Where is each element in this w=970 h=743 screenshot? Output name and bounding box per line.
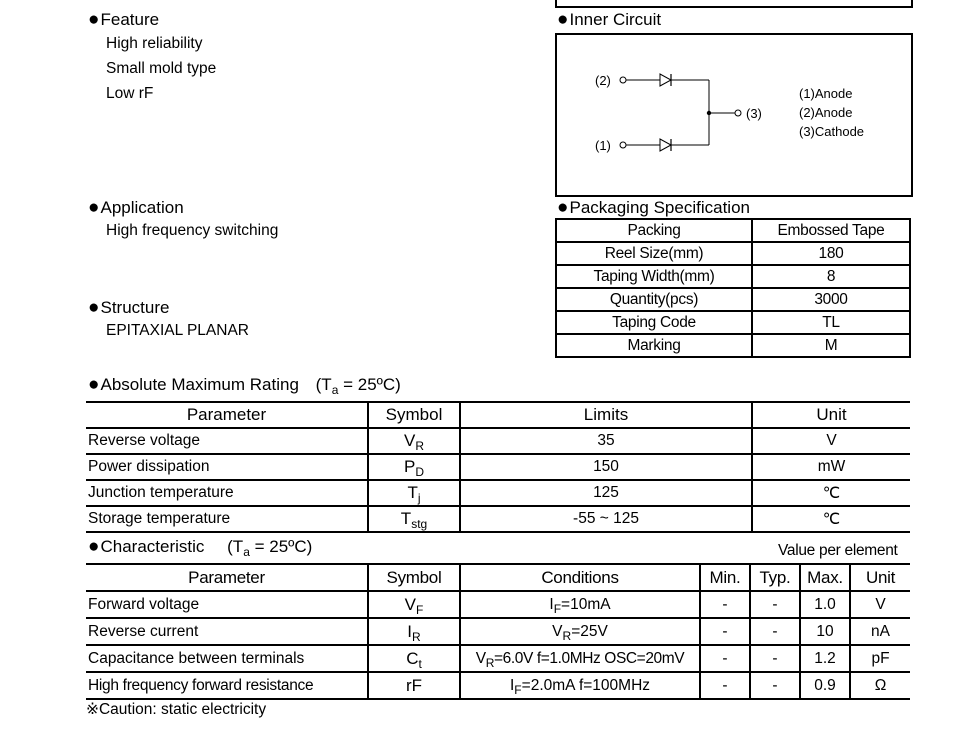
table-row xyxy=(86,672,910,699)
limit-cell: 150 xyxy=(460,454,752,480)
characteristic-table xyxy=(86,563,910,700)
structure-heading: ●Structure xyxy=(88,297,170,318)
limit-cell: 35 xyxy=(460,428,752,454)
pack-key: Taping Code xyxy=(556,311,752,334)
col-limits: Limits xyxy=(460,402,752,428)
col-parameter: Parameter xyxy=(86,564,368,591)
condition-cell: $V_R=6.0V$ f=1.0MHz OSC=20mV xyxy=(460,645,700,672)
table-row xyxy=(556,242,910,265)
param-cell: Junction temperature xyxy=(86,480,368,506)
table-row xyxy=(556,334,910,357)
pack-value: 8 xyxy=(752,265,910,288)
symbol-cell: $T_{stg}$ xyxy=(368,506,460,532)
col-min: Min. xyxy=(700,564,750,591)
circuit-schematic xyxy=(557,35,911,195)
col-unit: Unit xyxy=(850,564,910,591)
max-cell: 0.9 xyxy=(800,672,850,699)
unit-cell: V xyxy=(850,591,910,618)
abs-max-heading: ●Absolute Maximum Rating ($T_a$ = 25ºC) xyxy=(88,374,401,397)
pin3-label: (3) xyxy=(746,106,762,121)
bullet-icon: ● xyxy=(88,197,100,218)
table-row xyxy=(86,428,910,454)
param-cell: Reverse current xyxy=(86,618,368,645)
pin1-label: (1) xyxy=(595,138,611,153)
col-symbol: Symbol xyxy=(368,402,460,428)
symbol-cell: $P_D$ xyxy=(368,454,460,480)
table-row xyxy=(86,506,910,532)
unit-cell: nA xyxy=(850,618,910,645)
legend-anode-2: (2)Anode xyxy=(799,105,853,120)
feature-item: High reliability xyxy=(106,35,203,52)
characteristic-heading: ●Characteristic ($T_a$ = 25ºC) xyxy=(88,536,313,559)
typ-cell: - xyxy=(750,591,800,618)
bullet-icon: ● xyxy=(88,374,100,395)
table-row xyxy=(86,454,910,480)
pack-value: TL xyxy=(752,311,910,334)
unit-cell: mW xyxy=(752,454,910,480)
table-row xyxy=(86,618,910,645)
table-header-row xyxy=(86,402,910,428)
inner-circuit-diagram xyxy=(555,33,913,197)
typ-cell: - xyxy=(750,645,800,672)
bullet-icon: ● xyxy=(557,197,569,218)
symbol-cell: $C_t$ xyxy=(368,645,460,672)
packaging-table xyxy=(555,218,911,358)
param-cell: Capacitance between terminals xyxy=(86,645,368,672)
symbol-cell: rF xyxy=(368,672,460,699)
min-cell: - xyxy=(700,672,750,699)
col-max: Max. xyxy=(800,564,850,591)
max-cell: 10 xyxy=(800,618,850,645)
bullet-icon: ● xyxy=(88,9,100,30)
unit-cell: pF xyxy=(850,645,910,672)
condition-cell: $V_R=25V$ xyxy=(460,618,700,645)
symbol-cell: $V_R$ xyxy=(368,428,460,454)
upper-box-edge xyxy=(555,0,913,8)
bullet-icon: ● xyxy=(557,9,569,30)
col-parameter: Parameter xyxy=(86,402,368,428)
pack-value: M xyxy=(752,334,910,357)
pack-value: 180 xyxy=(752,242,910,265)
inner-circuit-heading: ●Inner Circuit xyxy=(557,9,662,30)
unit-cell: ℃ xyxy=(752,506,910,532)
max-cell: 1.0 xyxy=(800,591,850,618)
unit-cell: ℃ xyxy=(752,480,910,506)
symbol-cell: $V_F$ xyxy=(368,591,460,618)
col-symbol: Symbol xyxy=(368,564,460,591)
pack-key: Quantity(pcs) xyxy=(556,288,752,311)
table-row xyxy=(556,265,910,288)
symbol-cell: $T_j$ xyxy=(368,480,460,506)
table-row xyxy=(86,645,910,672)
pin2-label: (2) xyxy=(595,73,611,88)
packaging-heading: ●Packaging Specification xyxy=(557,197,750,218)
param-cell: Power dissipation xyxy=(86,454,368,480)
param-cell: Forward voltage xyxy=(86,591,368,618)
pack-key: Packing xyxy=(556,219,752,242)
abs-max-condition: ($T_a$ = 25ºC) xyxy=(315,375,401,397)
table-row xyxy=(86,591,910,618)
pack-key: Reel Size(mm) xyxy=(556,242,752,265)
feature-item: Low rF xyxy=(106,85,154,102)
table-row xyxy=(556,219,910,242)
min-cell: - xyxy=(700,591,750,618)
limit-cell: -55 ~ 125 xyxy=(460,506,752,532)
legend-cathode: (3)Cathode xyxy=(799,124,865,139)
max-cell: 1.2 xyxy=(800,645,850,672)
table-row xyxy=(556,288,910,311)
condition-cell: $I_F=10mA$ xyxy=(460,591,700,618)
col-conditions: Conditions xyxy=(460,564,700,591)
caution-note: ※Caution: static electricity xyxy=(86,701,267,718)
abs-max-table xyxy=(86,401,910,533)
typ-cell: - xyxy=(750,672,800,699)
pack-value: 3000 xyxy=(752,288,910,311)
col-unit: Unit xyxy=(752,402,910,428)
table-header-row xyxy=(86,564,910,591)
unit-cell: Ω xyxy=(850,672,910,699)
min-cell: - xyxy=(700,618,750,645)
legend-anode-1: (1)Anode xyxy=(799,86,853,101)
typ-cell: - xyxy=(750,618,800,645)
feature-heading: ●Feature xyxy=(88,9,160,30)
bullet-icon: ● xyxy=(88,536,100,557)
pack-key: Taping Width(mm) xyxy=(556,265,752,288)
param-cell: Reverse voltage xyxy=(86,428,368,454)
application-item: High frequency switching xyxy=(106,222,279,239)
min-cell: - xyxy=(700,645,750,672)
pack-value: Embossed Tape xyxy=(752,219,910,242)
application-heading: ●Application xyxy=(88,197,184,218)
structure-item: EPITAXIAL PLANAR xyxy=(106,322,249,339)
table-row xyxy=(556,311,910,334)
col-typ: Typ. xyxy=(750,564,800,591)
limit-cell: 125 xyxy=(460,480,752,506)
condition-cell: $I_F=2.0mA$ f=100MHz xyxy=(460,672,700,699)
feature-item: Small mold type xyxy=(106,60,217,77)
symbol-cell: $I_R$ xyxy=(368,618,460,645)
characteristic-condition: ($T_a$ = 25ºC) xyxy=(227,537,313,559)
param-cell: Storage temperature xyxy=(86,506,368,532)
value-per-element-note: Value per element xyxy=(778,542,898,559)
pack-key: Marking xyxy=(556,334,752,357)
bullet-icon: ● xyxy=(88,297,100,318)
unit-cell: V xyxy=(752,428,910,454)
table-row xyxy=(86,480,910,506)
param-cell: High frequency forward resistance xyxy=(86,672,368,699)
